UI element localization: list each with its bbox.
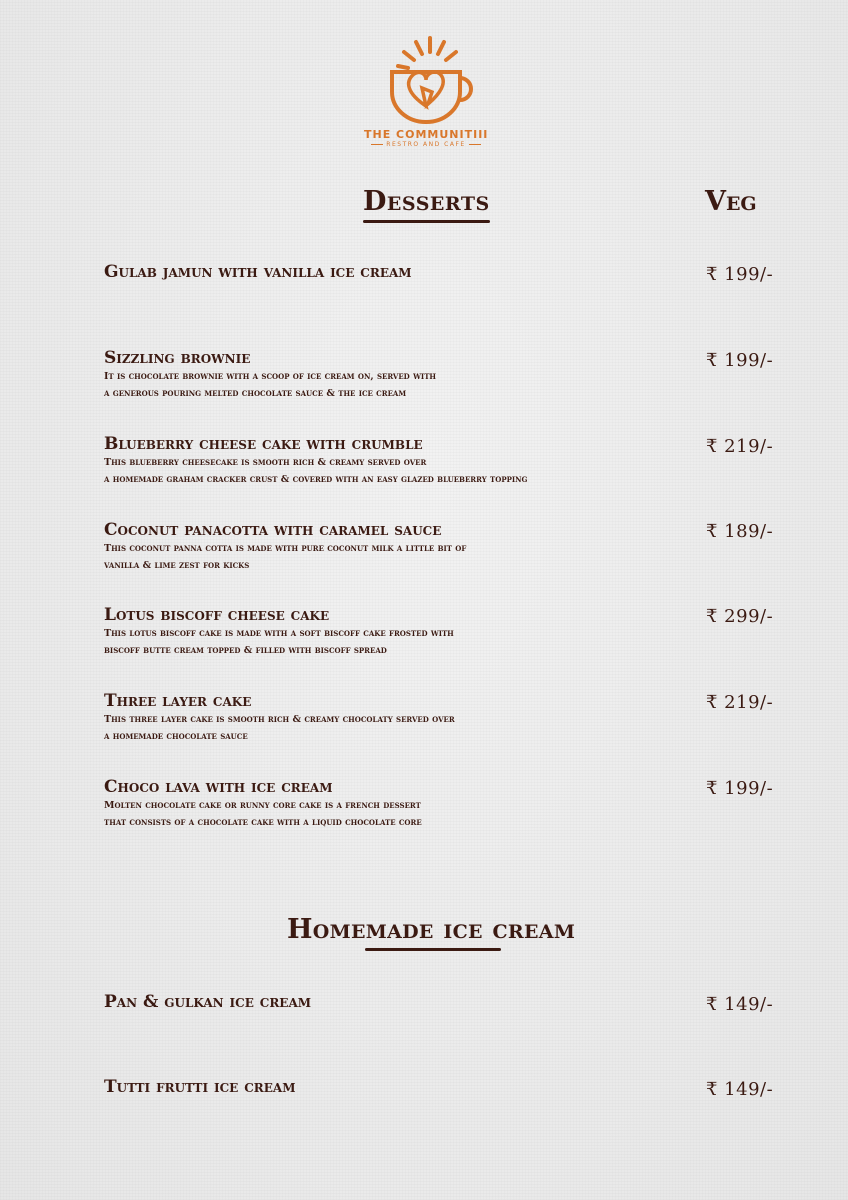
item-description: a homemade graham cracker crust & covered with an easy glazed blueberry topping: [104, 474, 528, 485]
item-price: ₹ 199/-: [706, 778, 774, 799]
item-description: a generous pouring melted chocolate sauce & the ice cream: [104, 388, 407, 399]
menu-item: [104, 262, 664, 282]
coffee-cup-heart-sun-icon: [378, 36, 474, 124]
item-description: that consists of a chocolate cake with a liquid chocolate core: [104, 817, 422, 828]
section-title-text: Homemade ice cream: [287, 914, 576, 945]
menu-item: [104, 520, 664, 574]
item-name: Pan & gulkan ice cream: [104, 992, 312, 1012]
menu-item: [104, 605, 664, 659]
column-label-veg: Veg: [705, 186, 757, 217]
menu-item: [104, 992, 664, 1012]
item-name: Sizzling brownie: [104, 348, 251, 368]
menu-item: [104, 691, 664, 745]
item-description: This coconut panna cotta is made with pure coconut milk a little bit of: [104, 543, 467, 554]
title-underline: [365, 948, 501, 951]
item-description: a homemade chocolate sauce: [104, 731, 248, 742]
brand-subtitle: RESTRO AND CAFE: [386, 141, 466, 148]
item-description: This blueberry cheesecake is smooth rich & creamy served over: [104, 457, 427, 468]
brand-logo: [364, 36, 488, 148]
item-price: ₹ 219/-: [706, 692, 774, 713]
item-description: It is chocolate brownie with a scoop of ice cream on, served with: [104, 371, 437, 382]
item-description: This three layer cake is smooth rich & creamy chocolaty served over: [104, 714, 455, 725]
title-underline: [363, 220, 490, 223]
item-price: ₹ 189/-: [706, 521, 774, 542]
item-price: ₹ 149/-: [706, 1079, 774, 1100]
divider: [371, 144, 383, 145]
item-price: ₹ 199/-: [706, 350, 774, 371]
item-description: vanilla & lime zest for kicks: [104, 560, 250, 571]
item-price: ₹ 149/-: [706, 994, 774, 1015]
item-description: Molten chocolate cake or runny core cake is a french dessert: [104, 800, 421, 811]
item-name: Gulab jamun with vanilla ice cream: [104, 262, 412, 282]
item-price: ₹ 199/-: [706, 264, 774, 285]
item-name: Three layer cake: [104, 691, 252, 711]
brand-subtitle-row: [364, 141, 488, 148]
item-name: Tutti frutti ice cream: [104, 1077, 296, 1097]
brand-name: THE COMMUNITIII: [364, 128, 489, 141]
menu-item: [104, 434, 664, 488]
item-description: biscoff butte cream topped & filled with biscoff spread: [104, 645, 387, 656]
section-title-desserts: [363, 186, 490, 217]
menu-item: [104, 777, 664, 831]
item-name: Blueberry cheese cake with crumble: [104, 434, 423, 454]
item-name: Choco lava with ice cream: [104, 777, 333, 797]
item-name: Coconut panacotta with caramel sauce: [104, 520, 442, 540]
menu-item: [104, 1077, 664, 1097]
item-price: ₹ 299/-: [706, 606, 774, 627]
divider: [469, 144, 481, 145]
section-title-text: Desserts: [363, 186, 490, 217]
item-description: This lotus biscoff cake is made with a soft biscoff cake frosted with: [104, 628, 454, 639]
menu-item: [104, 348, 664, 402]
item-name: Lotus biscoff cheese cake: [104, 605, 330, 625]
item-price: ₹ 219/-: [706, 436, 774, 457]
section-title-homemade-ice-cream: [287, 914, 575, 945]
